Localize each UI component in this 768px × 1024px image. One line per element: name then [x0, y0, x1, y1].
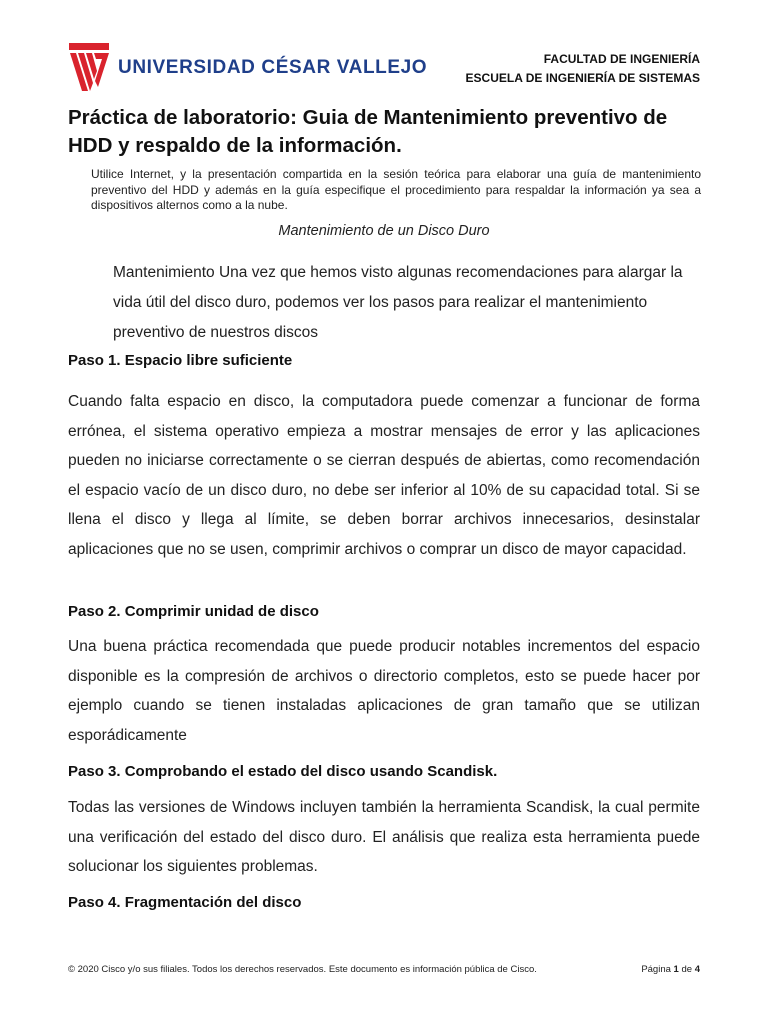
- step-3-heading: Paso 3. Comprobando el estado del disco usando Scandisk.: [68, 763, 498, 780]
- header-faculty-block: [466, 50, 700, 88]
- page-separator: de: [678, 964, 695, 975]
- faculty-name: FACULTAD DE INGENIERÍA: [543, 52, 700, 66]
- page-number: [641, 964, 700, 975]
- page-total: 4: [694, 964, 700, 975]
- university-emblem-icon: [68, 41, 110, 93]
- page-label: Página: [641, 964, 674, 975]
- university-logo: [68, 41, 428, 93]
- intro-paragraph: Utilice Internet, y la presentación compartida en la sesión teórica para elaborar una guía de mantenimiento preventivo del HDD y además en la guía especifique el procedimiento para respaldar la información ya sea a dispositivos alternos como a la nube.: [91, 167, 701, 212]
- step-2-body: Una buena práctica recomendada que puede producir notables incrementos del espacio disponible es la compresión de archivos o directorio completos, esto se puede hacer por ejemplo cuando se tienen instaladas aplicaciones de gran tamaño que se utilizan esporádicamente: [68, 638, 700, 744]
- university-name: UNIVERSIDAD CÉSAR VALLEJO: [118, 57, 428, 78]
- page-current: 1: [673, 964, 679, 975]
- document-title: Práctica de laboratorio: Guia de Mantenimiento preventivo de HDD y respaldo de la información.: [68, 106, 668, 157]
- step-3-body: Todas las versiones de Windows incluyen también la herramienta Scandisk, la cual permite una verificación del estado del disco duro. El análisis que realiza esta herramienta puede solucionar los siguientes problemas.: [68, 799, 700, 875]
- copyright-text: © 2020 Cisco y/o sus filiales. Todos los derechos reservados. Este documento es información pública de Cisco.: [68, 964, 537, 975]
- lead-paragraph: Mantenimiento Una vez que hemos visto algunas recomendaciones para alargar la vida útil del disco duro, podemos ver los pasos para realizar el mantenimiento preventivo de nuestros discos: [113, 264, 683, 341]
- school-name: ESCUELA DE INGENIERÍA DE SISTEMAS: [465, 71, 700, 85]
- step-4-heading: Paso 4. Fragmentación del disco: [68, 894, 302, 911]
- section-subtitle: Mantenimiento de un Disco Duro: [278, 223, 490, 239]
- step-1-body: Cuando falta espacio en disco, la computadora puede comenzar a funcionar de forma errónea, el sistema operativo empieza a mostrar mensajes de error y las aplicaciones pueden no iniciarse correctamente o se cierran después de abiertas, como recomendación el espacio vacío de un disco duro, no debe ser inferior al 10% de su capacidad total. Si se llena el disco y llega al límite, se deben borrar archivos innecesarios, desinstalar aplicaciones que no se usen, comprimir archivos o comprar un disco de mayor capacidad.: [68, 393, 700, 558]
- step-1-heading: Paso 1. Espacio libre suficiente: [68, 352, 293, 369]
- step-2-heading: Paso 2. Comprimir unidad de disco: [68, 603, 319, 620]
